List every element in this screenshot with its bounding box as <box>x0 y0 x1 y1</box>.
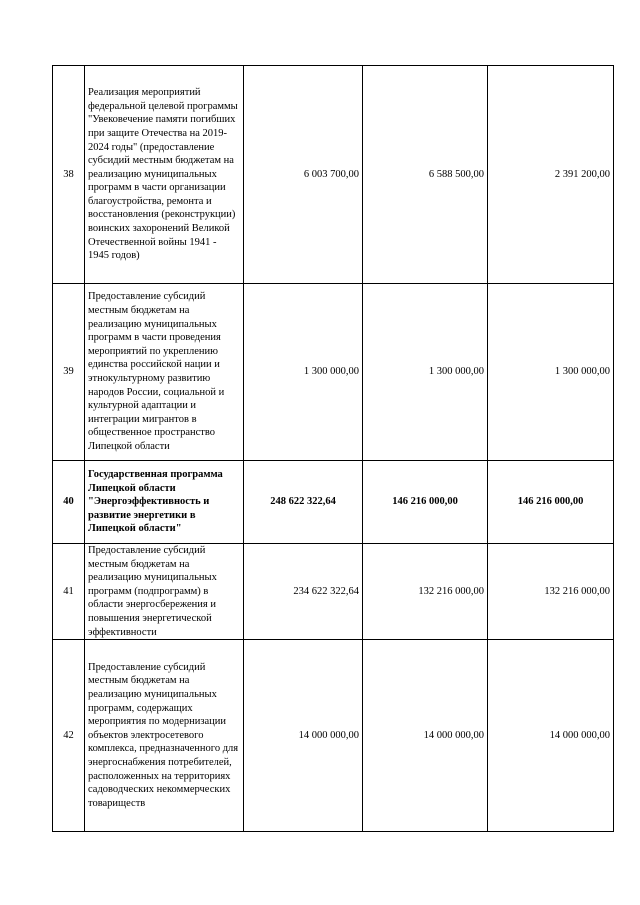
table-row <box>53 284 614 461</box>
amount-cell: 146 216 000,00 <box>363 461 488 544</box>
amount-cell: 6 588 500,00 <box>363 66 488 284</box>
amount-cell: 2 391 200,00 <box>488 66 614 284</box>
row-number: 42 <box>53 640 85 832</box>
row-description: Государственная программа Липецкой области "Энергоэффективность и развитие энергетики в Липецкой области" <box>85 461 244 544</box>
amount-cell: 6 003 700,00 <box>244 66 363 284</box>
table-row <box>53 461 614 544</box>
amount-cell: 14 000 000,00 <box>488 640 614 832</box>
amount-cell: 248 622 322,64 <box>244 461 363 544</box>
amount-cell: 1 300 000,00 <box>363 284 488 461</box>
amount-cell: 132 216 000,00 <box>488 544 614 640</box>
table-row <box>53 544 614 640</box>
row-description: Реализация мероприятий федеральной целевой программы "Увековечение памяти погибших при защите Отечества на 2019-2024 годы" (предоставление субсидий местным бюджетам на реализацию муниципальных программ в части организации благоустройства, ремонта и восстановления (реконструкции) воинских захоронений Великой Отечественной войны 1941 - 1945 годов) <box>85 66 244 284</box>
row-description: Предоставление субсидий местным бюджетам на реализацию муниципальных программ (подпрограмм) в области энергосбережения и повышения энергетической эффективности <box>85 544 244 640</box>
row-number: 39 <box>53 284 85 461</box>
amount-cell: 1 300 000,00 <box>244 284 363 461</box>
amount-cell: 1 300 000,00 <box>488 284 614 461</box>
row-number: 40 <box>53 461 85 544</box>
amount-cell: 14 000 000,00 <box>244 640 363 832</box>
amount-cell: 132 216 000,00 <box>363 544 488 640</box>
amount-cell: 14 000 000,00 <box>363 640 488 832</box>
table-row <box>53 640 614 832</box>
table-row <box>53 66 614 284</box>
amount-cell: 234 622 322,64 <box>244 544 363 640</box>
row-description: Предоставление субсидий местным бюджетам на реализацию муниципальных программ в части проведения мероприятий по укреплению единства российской нации и этнокультурному развитию народов России, социальной и культурной адаптации и интеграции мигрантов в общественное пространство Липецкой области <box>85 284 244 461</box>
row-number: 41 <box>53 544 85 640</box>
amount-cell: 146 216 000,00 <box>488 461 614 544</box>
budget-table <box>52 65 614 832</box>
row-description: Предоставление субсидий местным бюджетам на реализацию муниципальных программ, содержащих мероприятия по модернизации объектов электросетевого комплекса, предназначенного для энергоснабжения потребителей, расположенных на территориях садоводческих некоммерческих товариществ <box>85 640 244 832</box>
row-number: 38 <box>53 66 85 284</box>
